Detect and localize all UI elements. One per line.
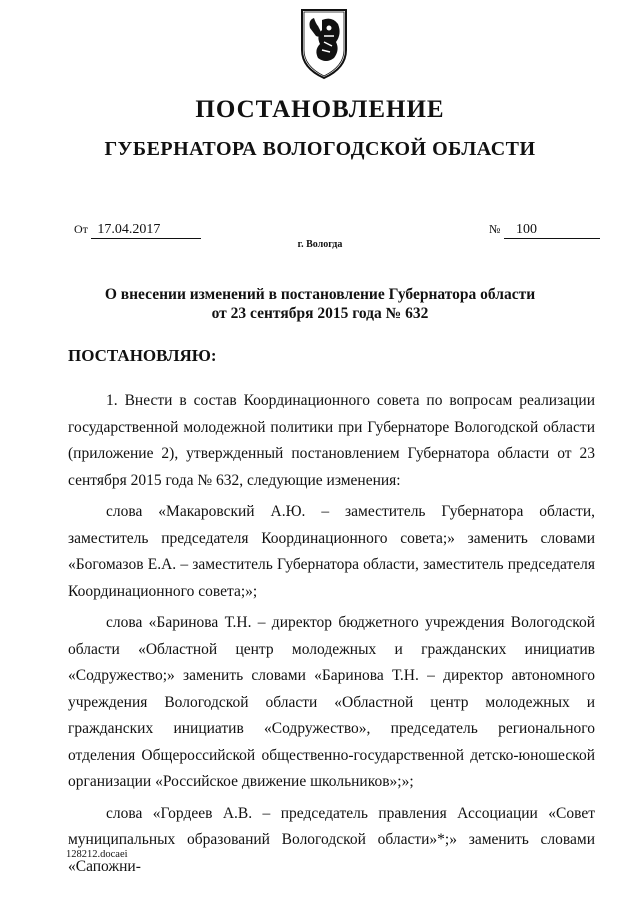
document-body [68,388,595,885]
date-label: От [74,222,88,236]
subject-line-1: О внесении изменений в постановление Губернатора области [104,286,536,303]
file-code: 128212.docaei [66,849,128,860]
number-field [489,222,600,239]
date-value: 17.04.2017 [91,222,201,239]
paragraph: слова «Гордеев А.В. – председатель правления Ассоциации «Совет муниципальных образований Вологодской области»*;» заменить словами «Сапожни- [68,804,595,875]
paragraph: слова «Баринова Т.Н. – директор бюджетного учреждения Вологодской области «Областной центр молодежных и гражданских инициатив «Содружество;» заменить словами «Баринова Т.Н. – директор автономного учреждения Вологодской области «Областной центр молодежных и гражданских инициатив «Содружество», председатель регионального отделения Общероссийской общественно-государственной детско-юношеской организации «Российское движение школьников»;»; [68,614,595,790]
number-value: 100 [504,222,600,239]
paragraph: слова «Макаровский А.Ю. – заместитель Губернатора области, заместитель председателя Координационного совета;» заменить словами «Богомазов Е.А. – заместитель Губернатора области, заместитель председателя Координационного совета;»; [68,503,595,600]
date-field [74,222,201,239]
coat-of-arms-icon [296,6,352,82]
document-title: ПОСТАНОВЛЕНИЕ [195,96,445,123]
document-subtitle: ГУБЕРНАТОРА ВОЛОГОДСКОЙ ОБЛАСТИ [104,138,536,160]
decree-heading: ПОСТАНОВЛЯЮ: [68,346,217,365]
paragraph: 1. Внести в состав Координационного совета по вопросам реализации государственной молодежной политики при Губернаторе Вологодской области (приложение 2), утвержденный постановлением Губернатора области от 23 сентября 2015 года № 632, следующие изменения: [68,392,595,489]
number-label: № [489,222,501,236]
city-label: г. Вологда [297,239,343,250]
subject-line-2: от 23 сентября 2015 года № 632 [211,305,429,322]
document-subject [60,285,580,323]
